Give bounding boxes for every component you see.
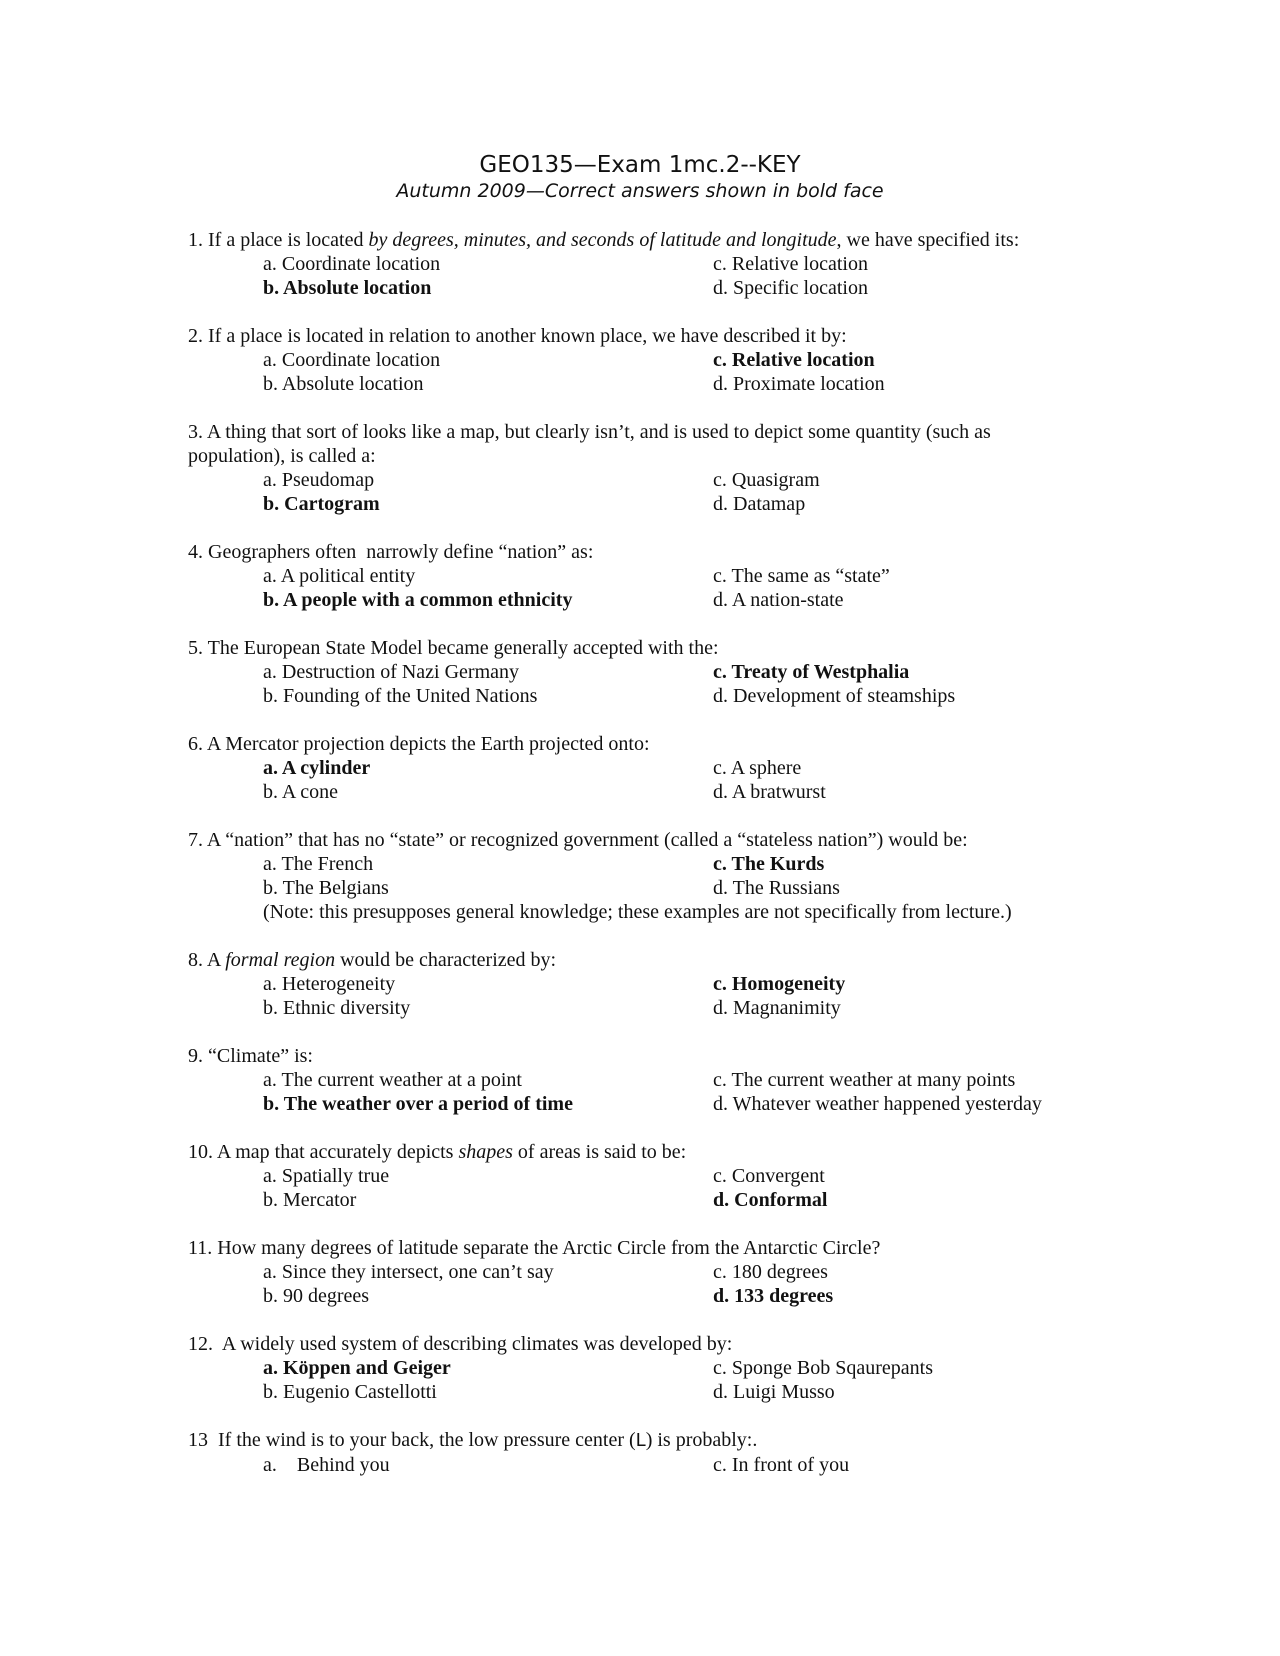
option-c: c. Sponge Bob Sqaurepants: [713, 1357, 933, 1379]
option-c: c. The same as “state”: [713, 565, 890, 587]
option-b-correct: b. Absolute location: [263, 277, 432, 299]
option-d-correct: d. Conformal: [713, 1189, 828, 1211]
option-a: a. Coordinate location: [263, 253, 441, 275]
option-a: a. Coordinate location: [263, 349, 441, 371]
option-c: c. Quasigram: [713, 469, 820, 491]
question-stem: 10. A map that accurately depicts shapes of areas is said to be:: [188, 1141, 687, 1163]
option-a: a. Heterogeneity: [263, 973, 396, 995]
option-b-correct: b. Cartogram: [263, 493, 380, 515]
answer-options: [263, 1164, 1068, 1212]
question-5: [188, 636, 1068, 708]
option-c: c. Convergent: [713, 1165, 825, 1187]
question-7: [188, 828, 1068, 924]
question-2: [188, 324, 1068, 396]
option-b: b. Founding of the United Nations: [263, 685, 538, 707]
question-list: [188, 228, 1068, 1501]
option-c-correct: c. Treaty of Westphalia: [713, 661, 910, 683]
option-b-correct: b. A people with a common ethnicity: [263, 589, 573, 611]
option-a-correct: a. Köppen and Geiger: [263, 1357, 451, 1379]
answer-options: [263, 660, 1068, 708]
answer-options: [263, 972, 1068, 1020]
answer-options: [263, 1260, 1068, 1308]
question-stem: 9. “Climate” is:: [188, 1045, 313, 1067]
question-13: [188, 1428, 1068, 1477]
question-1: [188, 228, 1068, 300]
option-c: c. The current weather at many points: [713, 1069, 1016, 1091]
option-b: b. 90 degrees: [263, 1285, 370, 1307]
question-stem: 2. If a place is located in relation to another known place, we have described it by:: [188, 325, 847, 347]
option-a: a. Since they intersect, one can’t say: [263, 1261, 554, 1283]
option-c-correct: c. The Kurds: [713, 853, 825, 875]
option-a-correct: a. A cylinder: [263, 757, 371, 779]
option-b: b. Mercator: [263, 1189, 357, 1211]
option-c: c. In front of you: [713, 1454, 850, 1476]
option-d: d. Datamap: [713, 493, 806, 515]
option-b: b. The Belgians: [263, 877, 389, 899]
question-11: [188, 1236, 1068, 1308]
question-stem: 6. A Mercator projection depicts the Earth projected onto:: [188, 733, 650, 755]
option-d: d. Luigi Musso: [713, 1381, 835, 1403]
emphasized-phrase: shapes: [458, 1141, 513, 1163]
answer-options: [263, 468, 1068, 516]
answer-options: [263, 348, 1068, 396]
option-a: a. A political entity: [263, 565, 416, 587]
option-d: d. Whatever weather happened yesterday: [713, 1093, 1042, 1115]
option-b: b. Ethnic diversity: [263, 997, 411, 1019]
answer-options: [263, 852, 1068, 900]
answer-options: [263, 1068, 1068, 1116]
option-a: a. Destruction of Nazi Germany: [263, 661, 520, 683]
option-a: a. Behind you: [263, 1454, 390, 1476]
answer-options: [263, 1356, 1068, 1404]
question-stem: 8. A formal region would be characterized by:: [188, 949, 557, 971]
option-d: d. Development of steamships: [713, 685, 956, 707]
question-stem: 7. A “nation” that has no “state” or recognized government (called a “stateless nation”) would be:: [188, 829, 968, 851]
emphasized-phrase: by degrees, minutes, and seconds of latitude and longitude: [368, 229, 837, 251]
question-note: (Note: this presupposes general knowledge; these examples are not specifically from lecture.): [263, 901, 1012, 923]
question-stem: 13 If the wind is to your back, the low pressure center (L) is probably:.: [188, 1429, 758, 1451]
question-9: [188, 1044, 1068, 1116]
option-c: c. 180 degrees: [713, 1261, 828, 1283]
option-c: c. A sphere: [713, 757, 802, 779]
option-d-correct: d. 133 degrees: [713, 1285, 834, 1307]
page-title: GEO135—Exam 1mc.2--KEY: [479, 152, 801, 178]
question-stem: 4. Geographers often narrowly define “nation” as:: [188, 541, 594, 563]
emphasized-phrase: formal region: [225, 949, 336, 971]
option-d: d. A bratwurst: [713, 781, 826, 803]
question-3: [188, 420, 1068, 516]
question-6: [188, 732, 1068, 804]
option-b-correct: b. The weather over a period of time: [263, 1093, 573, 1115]
option-b: b. Absolute location: [263, 373, 424, 395]
question-stem: 3. A thing that sort of looks like a map, but clearly isn’t, and is used to depict some quantity (such as population), is called a:: [188, 421, 991, 467]
page-subtitle: Autumn 2009—Correct answers shown in bold face: [396, 180, 884, 202]
question-12: [188, 1332, 1068, 1404]
option-a: a. Spatially true: [263, 1165, 390, 1187]
option-d: d. Specific location: [713, 277, 868, 299]
answer-options: [263, 564, 1068, 612]
question-4: [188, 540, 1068, 612]
option-b: b. A cone: [263, 781, 338, 803]
question-stem: 12. A widely used system of describing climates was developed by:: [188, 1333, 733, 1355]
answer-options: [263, 252, 1068, 300]
option-d: d. Magnanimity: [713, 997, 841, 1019]
option-c: c. Relative location: [713, 253, 868, 275]
option-a: a. Pseudomap: [263, 469, 375, 491]
option-c-correct: c. Relative location: [713, 349, 875, 371]
option-d: d. A nation-state: [713, 589, 844, 611]
question-stem: 5. The European State Model became generally accepted with the:: [188, 637, 719, 659]
option-d: d. The Russians: [713, 877, 840, 899]
option-a: a. The current weather at a point: [263, 1069, 522, 1091]
option-c-correct: c. Homogeneity: [713, 973, 846, 995]
option-a: a. The French: [263, 853, 374, 875]
low-pressure-symbol: L: [635, 1430, 646, 1451]
question-stem: 1. If a place is located by degrees, minutes, and seconds of latitude and longitude, we have specified its:: [188, 229, 1020, 251]
option-b: b. Eugenio Castellotti: [263, 1381, 437, 1403]
question-stem: 11. How many degrees of latitude separate the Arctic Circle from the Antarctic Circle?: [188, 1237, 881, 1259]
answer-options: [263, 1453, 1068, 1477]
option-d: d. Proximate location: [713, 373, 885, 395]
question-10: [188, 1140, 1068, 1212]
answer-options: [263, 756, 1068, 804]
question-8: [188, 948, 1068, 1020]
